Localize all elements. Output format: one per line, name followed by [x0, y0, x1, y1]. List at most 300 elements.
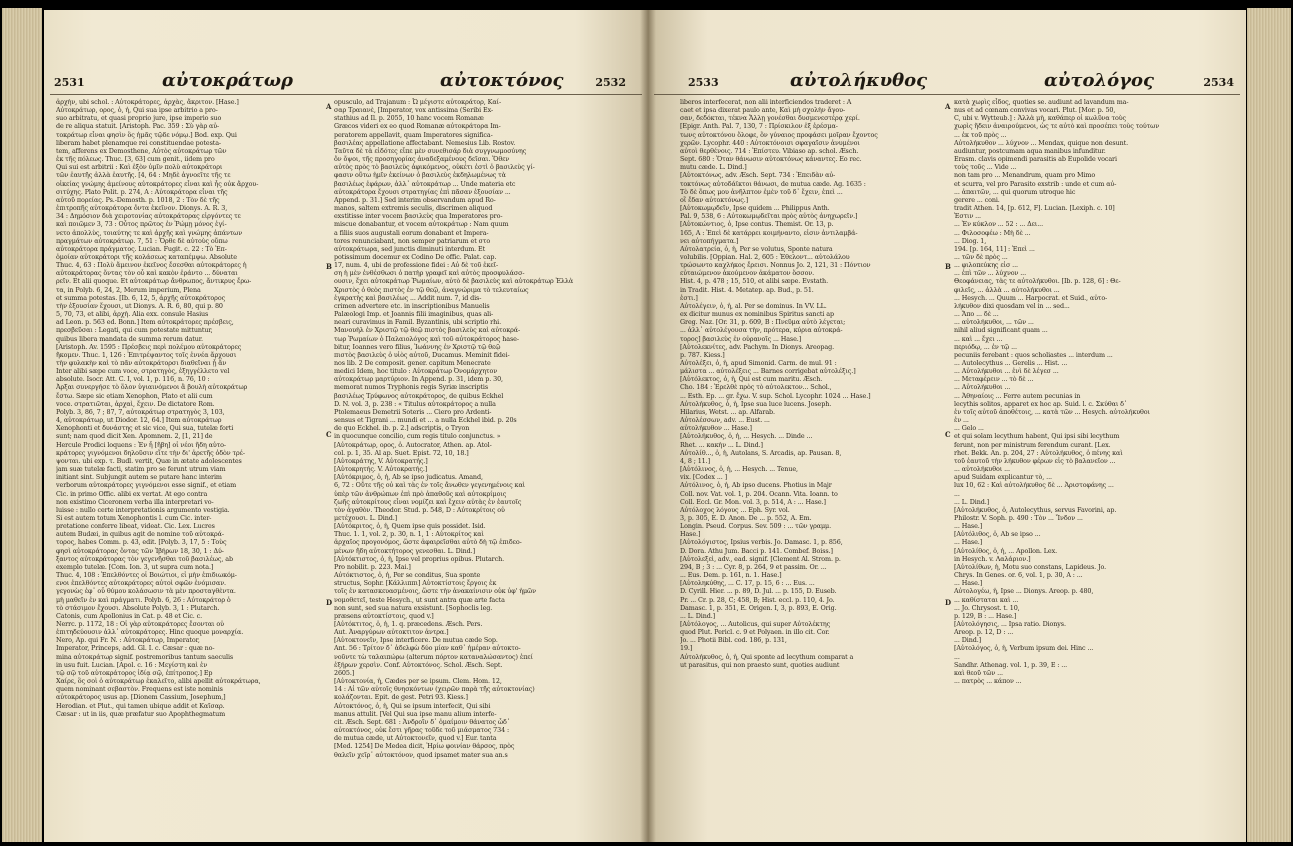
text-line: initiant sint. Subjungit autem se putare hanc interim	[56, 473, 222, 482]
text-line: liberam habet plenamque rei constituendae potesta-	[56, 138, 221, 147]
text-line: de re aliqua statuit. [Aristoph. Pac. 359 : Σὺ γὰρ αὐ-	[56, 122, 220, 131]
text-line: ἐπιτροπῆς αὐτοκράτορα ὄντα ἐκεῖνον. Dionys. A. R. 3,	[56, 204, 228, 213]
text-line: Pro nobilit. p. 223. Mai.]	[334, 562, 411, 571]
text-line: jam suæ tutelæ facti, statim pro se ferunt utrum viam	[56, 465, 226, 474]
text-line: [Αὐτολίθων, ἡ, Motu suo constans, Lapideus. Jo.	[954, 562, 1107, 571]
text-line: ζωῆς αὐτοκρίτους εἶναι νομίζει καὶ ἔχειν αὐτὰς ἐν ἑαυτοῖς	[334, 497, 522, 506]
text-column-1	[56, 98, 320, 828]
text-line: σαρ Τραιανὲ, [Imperator, vox antissima (Seribi Ex-	[334, 106, 494, 115]
text-line: [Αὐτόλινος, ὁ, ἡ, ... Hesych. ... Tenue,	[680, 465, 798, 474]
text-line: ... Αὐτολήκυθοι ...	[954, 383, 1011, 392]
text-line: χερῶν. Lycophr. 440 : Αὐτοκτόνοισι σφαγαῖσιν ἀνυμένοι	[680, 138, 860, 147]
text-line: ἐν ...	[954, 416, 969, 425]
text-line: Cæsar : ut in iis, quæ præfatur suo Apophthegmatum	[56, 709, 226, 718]
text-line: αὐτοκράτορας ὄντας τὸν οὖ καὶ κακὸν ἐράντο ... δύναται	[56, 269, 238, 278]
text-line: τοκράτωρ εἶναι φησὶν ὃς ἡμᾶς τῷδε νόμῳ.] Bod. exp. Qui	[56, 130, 237, 139]
text-line: Catonis, cum Apollonius in Cat. p. 48 et Cic. c.	[56, 611, 203, 620]
text-line: ἐστι.]	[680, 293, 698, 302]
text-line: lux 10, 62 : Καὶ αὐτολήκυθος δὲ ... Ἀριστοφάνης ...	[954, 481, 1114, 490]
text-line: αὐτοκράτωρα, sed junctis diminuti interdum. Et	[334, 244, 486, 253]
text-line: ... Gelo ...	[954, 424, 984, 433]
text-line: stathius ad Il. p. 2055, 10 hanc vocem Romanæ	[334, 114, 484, 123]
margin-letter: B	[326, 262, 332, 271]
text-line: φησὶ αὐτοκράτορας ὄντας τῶν Ἰβήρων 18, 30, 1 : Δύ-	[56, 546, 224, 555]
text-line: τοῖς ἐν κατασκευασμένοις, ὥστε τὴν ἀνακαίνισιν οὐκ ὑφ' ἡμῶν	[334, 587, 536, 596]
text-line: audiuntur, postcumam aqua manibus infunditur.	[954, 146, 1106, 155]
text-line: nus et ad cœnam convivas vocari. Plut. [Mor. p. 50,	[954, 106, 1116, 115]
text-line: ... Diog. 1,	[954, 236, 987, 245]
text-line: voce. στρατιῶται, ἀρχαὶ, ἔχειν. De dictatore Rom.	[56, 399, 215, 408]
text-line: χωρὶς ἤδειν ἀναιρούμενοι, ὡς τε αὐτὸ καὶ προσέπει τοὺς τούτων	[954, 122, 1160, 131]
running-headword: αὐτοκράτωρ	[162, 70, 293, 91]
text-line: Si est autem totum Xenophontis l. cum Cic. inter-	[56, 513, 212, 522]
text-line: Cic. in primo Offic. alibi ex vertat. At ego contra	[56, 489, 208, 498]
text-line: Pal. 9, 538, 6 : Αὐτοκωμῳδεῖται πρὸς αὐτὸς ἀνηχωρεῖν.]	[680, 212, 858, 221]
text-line: 34 : Δημόσιον διὰ χειροτονίας αὐτοκράτορας εἰργόντες τε	[56, 212, 241, 221]
text-line: mina αὐτοκράτωρ signif. postremoribus tantum saeculis	[56, 652, 234, 661]
text-line: in quocunque concilio, cum regis titulo conjunctus. »	[334, 432, 501, 441]
text-line: Ptolemaeus Demetrii Soteris ... Ciero pro Ardenti-	[334, 407, 492, 416]
text-line: [Med. 1254] De Medea dicit, Ἠρίω φοινίαν θάρσος, πρὸς	[334, 742, 515, 751]
right-page	[648, 10, 1246, 842]
text-line: [Αὐτόλογος, ... Autolicus, qui super Αὐτολέκτης	[680, 620, 831, 628]
book-gutter	[640, 10, 656, 842]
text-line: caet et ipsa dixerat paulo ante, Καὶ μὴ σχολὴν ἄγου-	[680, 106, 846, 115]
text-line: τὴν φυλακὴν καὶ τὸ πᾶν αὐτοκράτορσι διαθεῖναι ᾗ ἄν	[56, 359, 227, 367]
text-line: Τὸ δὲ ὅπως μου ἀνῆλπτον ἐμὲν τοῦ δ᾽ ἔχειν, ἐπεὶ ...	[680, 187, 843, 196]
text-line: τα, in Polyb. 6, 24, 2, Merum imperium, Plena	[56, 285, 201, 294]
text-line: [Αὐτοκωμῳδεῖν, Ipse quidem ... Philippus Anth.	[680, 204, 830, 213]
text-line: 2605.]	[334, 668, 355, 677]
margin-letter: D	[326, 598, 333, 607]
text-line: ... Esth. Ep. ... gr. ἔχω. V. sup. Schol. Lycophr. 1024 ... Hase.]	[680, 391, 871, 400]
text-line: ... φιλοπεύκης εἰσ ...	[954, 261, 1018, 270]
text-line: Philostr. V. Soph. p. 490 : Τὸν ... Ἴνδον ...	[954, 513, 1083, 522]
text-line: Thuc. 1. 1, vol. 2, p. 30, n. 1, 1 : Αὐτοκρίτος καὶ	[334, 530, 484, 539]
text-line: absolute. Isocr. Att. C. I, vol. 1, p. 116, n. 76, 10 :	[56, 375, 210, 384]
text-line: τὸ στάσιμον ἔχουσι. Absolute Polyb. 3, 1 : Plutarch.	[56, 603, 220, 612]
text-line: νει αὐτοπήγματα.]	[680, 236, 739, 245]
text-line: τορος] βασιλεὺς ἐν οὐρανοῖς ... Hase.]	[680, 334, 802, 343]
text-line: potissimum docemur ex Codino De offic. Palat. cap.	[334, 252, 497, 261]
text-line: ρεῖν. Et alii quoque. Et αὐτοκράτωρ ἄνθρωπος, ἄντικρυς ἔρω-	[56, 277, 252, 286]
text-line: σιτύχης. Plato Polit. p. 274, A : Αὐτοκράτορα εἶναι τῆς	[56, 187, 228, 196]
text-line: [Αὐτολόγησις, ... Ipsa ratio. Dionys.	[954, 620, 1066, 628]
text-line: ... Ἄπο ... δὲ ...	[954, 310, 999, 319]
text-line: de mutua cæde, ut Αὐτοκτονεῖν, quod v.] Eur. tanta	[334, 734, 497, 743]
text-line: Coll. nov. Vat. vol. 1, p. 204. Ocann. Vita. Ioann. to	[680, 489, 838, 498]
text-line: peratorem appellavit, quam Imperatores significa-	[334, 130, 493, 139]
text-line: in Hesych. v. Λαλάριον.]	[954, 554, 1031, 563]
text-line: καὶ θεοῦ τῶν ...	[954, 668, 1003, 677]
text-line: Inter alibi sæpe cum voce, στρατηγὸς, ἐξηγγέλλετο vel	[56, 367, 230, 376]
text-line: ... ἐπὶ τῶν ... λύχνον ...	[954, 269, 1027, 278]
text-line: ... Hase.]	[954, 579, 983, 588]
text-line: ... αὐτολήκυθοι, ... τῶν ...	[954, 318, 1034, 327]
text-line: ... Hase.]	[954, 538, 983, 547]
text-line: et summa potestas. [Ib. 6, 12, 5, ἀρχῆς αὐτοκράτορος	[56, 293, 226, 302]
book-fore-edge-right	[1247, 8, 1291, 842]
text-line: ... Ἐν κύκλον ... 52 : ... Δει...	[954, 220, 1044, 229]
text-line: [Αὐτόκριμος, ὁ, ἡ, Ab se ipso judicatus. Amand,	[334, 473, 483, 482]
text-line: D. Dora. Athu Jum. Bacci p. 141. Combef. Boiss.]	[680, 546, 833, 555]
text-line: ... Φιλοσοφέω : Μὴ δὲ ...	[954, 228, 1031, 237]
text-line: autem Budæi, in quibus agit de nomine τοῦ αὐτοκρά-	[56, 530, 224, 539]
text-line: ... Αὐτολήκυθοι ... ἐνὶ δὲ λέγεσ ...	[954, 367, 1059, 376]
text-line: τωνς αὐτοκτόνου ὅλοφε, ὃν γύναιος προφάσει μοῖραν ἔχοντος	[680, 130, 878, 139]
text-line: ψονται. ubi exp. τ. Budl. vertit, Quæ in ætate adolescentes	[56, 456, 242, 465]
text-line: ad Leon. p. 563 ed. Bonn.] Item αὐτοκράτορες πρέσβεις,	[56, 318, 234, 327]
text-line: ενοι ἐπελθόντες αὐτοκράτορες αὐτοὶ σφῶν ἐνόμισαν.	[56, 579, 226, 588]
text-line: ... L. Dind.]	[954, 497, 990, 506]
text-line: medici Idem, hoc titulo : Αὐτοκράτωρ Ὀνομάρχητον	[334, 367, 497, 376]
text-line: ... Eus. Dem. p. 161, n. 1. Hase.]	[680, 571, 782, 580]
text-line: αὐτοκράτορα πράγματος. Lucian. Fugit. c. 22 : Τὸ Ἐπ-	[56, 244, 227, 253]
text-line: Sept. 680 : Ὅταν θάνωσιν αὐτοκτόνως κάναντες. Eo rec.	[680, 155, 862, 164]
text-line: Chrys. In Genes. or. 6, vol. 1, p. 30, A : ...	[954, 571, 1083, 580]
text-line: mutu cæde. L. Dind.]	[680, 163, 747, 172]
text-line: Rhet. ... κακὴν ... L. Dind.]	[680, 440, 763, 449]
text-line: Αὐτόλινος, ὁ, ἡ, Ab ipso ducens. Photius in Majr	[680, 481, 832, 490]
text-line: ἐξήρων χερσὶν. Conf. Αὐτοκτόνος. Schol. Æsch. Sept.	[334, 660, 503, 669]
text-line: Thuc. 4, 108 : Ἐπελθόντες οἱ Βοιώτιοι, εἰ μὴν ἐπιδιωκόμ-	[56, 571, 237, 580]
text-line: ... ἀπαιτῶν, ... qui quorum utroque hic	[954, 187, 1076, 196]
text-line: Palæologi Imp. et Joannis filii imaginibus, quas ali-	[334, 310, 494, 319]
header-rule	[654, 94, 1240, 95]
text-line: [Αὐτόκριτος, ὁ, ἡ, Quem ipse quis possidet. Isid.	[334, 522, 486, 531]
text-line: Hase.]	[680, 530, 701, 539]
text-line: Aut. Ἀναργύρων αὐτοκτιτον ἀντρα.]	[334, 628, 449, 637]
text-line: Herodian. et Plut., qui tamen ubique addit et Καῖσαρ.	[56, 701, 225, 710]
text-line: [Αὐτολεξεὶ, adv., ead. signif. [Clement Al. Strom. p.	[680, 554, 841, 563]
text-line: a filiis suos augustali eorum donabant et Impera-	[334, 228, 489, 237]
text-line: ὑπὲρ τῶν ἀνθρώπων ἐπὶ πρὸ ἀπαθοῦς καὶ αὐτοκρίμοις	[334, 489, 507, 498]
text-line: [Αὐτόλιθος, ὁ, Ab se ipso ...	[954, 530, 1041, 539]
text-line: ... τῶν δὲ πρὸς ...	[954, 252, 1008, 261]
text-line: 5, 70, 73, et alibi, ἀρχὴ. Alia exx. consule Hasius	[56, 310, 209, 319]
text-line: σαν, δεδόκται, τέκνα Ἄλλῃ γονέσθαι δυσμενεστέρᾳ χερί.	[680, 114, 860, 123]
text-line: Erasm. clavis opimendi parasitis ab Eupolide vocari	[954, 155, 1117, 164]
text-line: gerere ... coni.	[954, 195, 1000, 204]
text-line: suo arbitratu, et quasi proprio jure, ipse imperio suo	[56, 114, 222, 123]
text-line: τωρ Ῥωμαίων ὁ Παλαιολόγος καὶ τοῦ αὐτοκράτορος hase-	[334, 334, 519, 343]
text-line: πραγμάτων αὐτοκράτωρ. 7, 51 : Ὅρθε δὲ αὐτοὺς οὔπω	[56, 236, 228, 245]
running-headword: αὐτολήκυθος	[790, 70, 928, 91]
text-line: tores renunciabant, non semper patriarum et στο	[334, 236, 491, 245]
text-line: Append. p. 31.] Sed interim observandum apud Ro-	[334, 195, 496, 204]
text-line: ... ἐκ τοῦ πρὸς ...	[954, 130, 1007, 139]
text-line: non existimo Ciceronem verba illa interpretari vo-	[56, 497, 214, 506]
text-line: Cho. 184 : Ἐρελθὲ πρὸς τὸ αὐτολεκτον... Schol.,	[680, 383, 832, 392]
text-line: et scurra, vel pro Parasito exstrib : unde et cum αὐ-	[954, 179, 1117, 188]
text-line: Imperator, Princeps, add. Gl. I. c. Cæsar : quæ no-	[56, 644, 215, 653]
text-line: [Αὐτοκώντιος, ὁ, Ipse contus. Themist. Or. 13, p.	[680, 220, 834, 229]
text-line: 3, p. 305, E. D. Anon. De ... p. 552, A. Em.	[680, 513, 812, 522]
text-line: περιόδῳ, ... ἐν τῷ ...	[954, 342, 1017, 351]
text-line: ... Hase.]	[954, 522, 983, 531]
text-line: D. Cyrill. Hier. ... p. 89, D. Jul. ... p. 155, D. Euseb.	[680, 587, 837, 596]
text-line: πρεσβεῦσαι : Legati, qui cum potestate mittuntur,	[56, 326, 213, 335]
margin-letter: A	[945, 102, 951, 111]
text-line: Thuc. 4, 63 : Πολὺ ἄμεινον ἐκεῖνος ἔσεσθαι αὐτοκράτορες ἡ	[56, 261, 247, 270]
text-line: [Αὐτολήκυθος, ὁ, ἡ, ... Hesych. ... Dinde ...	[680, 432, 813, 441]
text-line: πιστὸς βασιλεὺς ὁ υἱὸς αὐτοῦ, Ducamus. Meminit fidei-	[334, 350, 510, 359]
text-line: κολάζονται. Epit. de gest. Petri 93. Kiess.]	[334, 693, 468, 702]
text-line: ... Hesych. ... Quum ... Harpocrat. et Suid., αὐτο-	[954, 293, 1108, 302]
text-line: de quo Eckhel. ib. p. 2.] adscriptis, o Tryon	[334, 424, 470, 433]
text-line: ... Ἀθηναίοις ... Ferre autem pecunias in	[954, 391, 1081, 400]
text-line: τοῦ ἑαυτοῦ τὴν λήκυθον φέρων εἰς τὸ βαλανεῖον ...	[954, 456, 1116, 465]
text-line: 4, αὐτοκράτωρ, ut Diodor. 12, 64.] Item αὐτοκράτωρ	[56, 416, 222, 425]
text-line: 17, num. 4, ubi de professione fidei : Αὐ δὲ τοῦ ἐκεῖ-	[334, 261, 499, 270]
margin-letter: B	[945, 262, 951, 271]
text-line: αὐτοκράτωρ μαρτύριον. In Append. p. 31, idem p. 30,	[334, 375, 503, 384]
text-line: volubilis. [Oppian. Hal. 2, 605 : Ἐθελοντ... αὐτολάλου	[680, 252, 850, 261]
text-line: ἔστω. Sæpe sic etiam Xenophon, Plato et alii cum	[56, 391, 213, 400]
text-line: αὐτοὶ θερθένοις. 714 : Ἐπίστευ. Vibiaso ap. schol. Æsch.	[680, 146, 859, 155]
text-line: nos lib. 2 De composit. gener. capitum Menecrate	[334, 359, 491, 367]
text-line: [Αὐτοκράτωρ, ορος, ὁ. Autocrator, Athen. ap. Atol-	[334, 440, 492, 449]
text-line: ... Μεταφέρειν ... τὸ δὲ ...	[954, 375, 1034, 384]
text-line: κράτορες γιγνόμενοι δηλοῦσιν εἴτε τὴν δι' ἀρετῆς ὁδὸν τρέ-	[56, 448, 245, 457]
text-line: Αὐτολατρεία, ὁ, ἡ, Per se volutus, Sponte natura	[680, 244, 833, 253]
text-line: D. N. vol. 3, p. 238 : « Titulus αὐτοκράτορος a nulla	[334, 399, 496, 408]
text-line: C, ubi v. Wytteub.] : Ἀλλὰ μὴ, καθάπερ οἱ κωλῦνα τοὺς	[954, 114, 1127, 123]
book-fore-edge-left	[2, 8, 42, 842]
text-line: [Αὐτοκρητής. V. Αὐτοκρατής.]	[334, 465, 428, 474]
text-line: ἀρχαῖος προγονόμος, ὥστε ἀφαιρεῖσθαι αὐτὸ δὴ τῷ ἐπιδεο-	[334, 538, 522, 547]
text-line: Nero, Ap. qui Fr. N. : Αὐτοκράτωρ, Imperator,	[56, 636, 200, 645]
text-line: ... L. Dind.]	[680, 611, 716, 620]
text-line: [Αὐτοκτονεῖν, Ipse interficere. De mutua cæde Sop.	[334, 636, 498, 645]
text-line: Græcos videri ex eo quod Romanæ αὐτοκράτορα Im-	[334, 122, 501, 131]
text-line: col. p. 1, 35. Al ap. Suet. Epist. 72, 10, 18.]	[334, 448, 469, 457]
text-line: præsens αὐτοκτίστοις, quod v.]	[334, 611, 434, 620]
text-line: Sandhr. Athenag. vol. 1, p. 39, E : ...	[954, 660, 1068, 669]
text-line: ... ἀλλ᾽ αὐτολέγουσα τὴν, πρότερα, κύρια αὐτοκρά-	[680, 326, 843, 335]
text-line: Χριστὸς ὁ θεὸς πιστὸς ἐν τῷ θεῷ, ἀναγνώριμα τὸ τελευταίως	[334, 285, 529, 294]
text-line: Αὐτόκτιστος, ὁ, ἡ, Per se conditus, Sua sponte	[334, 571, 481, 580]
text-line: 19.]	[680, 644, 693, 653]
text-line: μάλιστα ... αὐτολέξεις ... Barnes corrigebat αὐτολέξις.]	[680, 367, 856, 376]
text-line: ἐπιτηδεύουσιν ἀλλ᾽ αὐτοκράτορες. Hinc quoque μοναρχία.	[56, 628, 244, 637]
text-line: ... πατρὸς ... κάπον ...	[954, 677, 1022, 686]
text-line: sunt; nam quod dicit Xen. Apomnem. 2, [1, 21] de	[56, 432, 213, 441]
text-line: Ταῦτα δὲ τὰ εἰδότες εἶπε μὲν συνεθισάρ διὰ συγγνωμοσύνης	[334, 146, 527, 155]
text-line: [Αὐτοκτονία, ἡ, Cædes per se ipsum. Clem. Hom. 12,	[334, 677, 502, 686]
text-line: αὐτοκράτορος usus ap. [Dionem Cassium, Josephum,]	[56, 693, 226, 702]
text-column-1	[680, 98, 942, 828]
text-line: ὁμοίαν αὐτοκράτορι τῆς κολάσεως καταπέμψω. Absolute	[56, 252, 237, 261]
text-line: [Αὐτόκτιστος, ὁ, ἡ, Ipse vel proprius opibus. Plutarch.	[334, 554, 505, 563]
text-line: αὐτὸς πρὸς τὸ βασιλεὺς ἀφικόμενος, οὐκέτι ἐστὶ ὁ βασιλεὺς γί-	[334, 163, 535, 172]
text-line: Jo. ... Photii Bibl. cod. 186, p. 131,	[680, 636, 787, 645]
text-line: Αὐτολήκυθον ... λύχνον ... Mendax, quique non desunt.	[954, 138, 1129, 147]
text-line: Αὐτολέγειν, ὁ, ἡ, al. Per se dominus. In VV. LL.	[680, 301, 827, 310]
text-line: 14 : Αἱ τῶν αὐτοῖς θνησκόντων (χειρῶν παρὰ τῆς αὐτοκτονίας)	[334, 685, 535, 694]
running-headword: αὐτολόγος	[1044, 70, 1154, 91]
text-line: μὴ μαθεῖν ἐν καὶ πράγματι. Polyb. 6, 26 : Αὐτοκράτορ ὁ	[56, 595, 231, 604]
page-number: 2532	[595, 76, 626, 89]
text-line: Χαίρε, ὃς σοὶ ὁ αὐτοκράτωρ ἐκαλεῖτο, alibi apellit αὐτοκράτωρα,	[56, 677, 261, 686]
text-line: Nerrc. p. 1172, 18 : Οἱ γὰρ αὐτοκράτορες ἔσονται οὐ	[56, 620, 224, 628]
text-line: ferunt, non per ministrum ferendum curant. [Lex.	[954, 440, 1111, 449]
text-line: τὴν ἐξουσίαν ἔχουσι, ut Dionys. A. R. 6, 80, qui p. 80	[56, 301, 223, 310]
text-line: βασιλέως Τρύφωνος αὐτοκράτορος, de quibus Eckhel	[334, 391, 504, 400]
text-line: βασιλέας appellatione affectabant. Nemesius Lib. Rostov.	[334, 138, 516, 147]
running-headword: αὐτοκτόνος	[440, 70, 564, 91]
text-line: ... Jo. Chrysost. t. 10,	[954, 603, 1020, 612]
text-line: φασιν οὕτω ἡμῖν ἐκείνων ὁ βασιλεὺς ἐκδηλωμένως τὰ	[334, 171, 506, 180]
text-line: βασιλέως ἐφάρων, ἀλλ᾽ αὐτοκράτωρ ... Unde materia etc	[334, 179, 516, 188]
text-line: apud Suidam explicantur τὸ, ...	[954, 473, 1052, 482]
text-line: Qui sui est arbitrii : Καὶ ἐξὸν ὑμῖν πολὺ αὐτοκράτορι	[56, 163, 223, 172]
text-line: quibus libera mandata de summa rerum datur.	[56, 334, 203, 343]
text-line: [Αὐτολόγος, ὁ, ἡ, Verbum ipsum dei. Hinc ...	[954, 644, 1094, 653]
text-line: κατὰ χωρὶς εἶδος, quoties se. audiunt ad lavandum ma-	[954, 98, 1129, 106]
text-line: τῶν ἐαυτῆς ἀλλὰ ἑαυτῆς. [4, 64 : Μηδὲ ἀγνοεῖτε τῆς τε	[56, 171, 231, 180]
text-line: manus attulit. [Vel Qui sua ipse manu alium interfe-	[334, 709, 497, 718]
text-line: Polyb. 3, 86, 7 ; 87, 7, αὐτοκράτωρ στρατηγὸς 3, 103,	[56, 407, 225, 416]
text-line: tem, afferens ex Demosthene, Αὐτὸς αὐτοκράτωρ τῶν	[56, 146, 227, 155]
text-line: miscue donabantur, et vocem αὐτοκράτωρ : Nam quum	[334, 220, 509, 229]
header-rule	[50, 94, 642, 95]
text-line: [Epigr. Anth. Pal. 7, 130, 7 : Πρίσκιλον ἐξ ἐρέσμα-	[680, 122, 838, 131]
text-line: Θεοφάνειας, τὰς τε αὐτολήκυθοι. [Ib. p. 128, 6] : Θε-	[954, 277, 1121, 286]
text-line: Μανουὴλ ἐν Χριστῷ τῷ θεῷ πιστὸς βασιλεὺς καὶ αὐτοκρά-	[334, 326, 521, 335]
text-line: Hilarius, Wetst. ... ap. Alfarab.	[680, 407, 775, 416]
text-line: ὄν ὄψοι, τῆς προσηγορίας ἀναδεξαμένους δεῖσαι. Ὅθεν	[334, 155, 510, 164]
text-line: τὸν ἀγαθὸν. Theodor. Stud. p. 548, D : Αὐτοκρίτοις οὐ	[334, 505, 505, 514]
text-line: Pr. ... Cr. p. 28, C; 458, B; Hist. eccl. p. 110, 4. Jo.	[680, 595, 835, 604]
text-line: ἐκ τῆς πόλεως. Thuc. [3, 63] cum genit., iidem pro	[56, 155, 215, 164]
text-line: ουσιν, ἔχει αὐτοκράτωρ Ῥωμαίων, αὐτὸ δὲ βασιλεὺς καὶ αὐτοκράτωρ Ἐλλὰ	[334, 277, 574, 286]
text-line: ἐν τοῖς αὐτοῦ ἀποθέτοις, ... κατὰ τῶν ... Hesych. αὐτολήκυθοι	[954, 407, 1150, 416]
text-line: οἰκείας γνώμης ἀμείνους αὐτοκράτορες εἶναι καὶ ἧς οὐκ ἄρχου-	[56, 179, 259, 188]
text-line: Longin. Pseud. Corpus. Sev. 509 : ... τῶν γραμμ.	[680, 522, 832, 531]
text-line: [Αὐτολήκυθος, ὁ, Autolecythus, servus Favorini, ap.	[954, 505, 1117, 514]
text-line: [Αὐτολόγιστος, Ipsius verbis. Jo. Damasc. 1, p. 856,	[680, 538, 843, 547]
text-line: Hercule Prodici loquens : Ἐν ἧ [ἥβη] οἱ νέοι ἤδη αὐτο-	[56, 440, 226, 449]
text-line: memorat numos Tryphonis regis Syriæ inscriptis	[334, 383, 489, 392]
text-line: [Αὐτόκτιτος, ὁ, ἡ, 1. q. præcedens. Æsch. Pers.	[334, 620, 483, 628]
text-line: liberos interfecerat, non alii interficiendos traderet : A	[680, 98, 852, 106]
text-line: λήκυθον dixi quosdam vel in ... sed...	[954, 301, 1070, 310]
margin-letter: D	[945, 598, 952, 607]
text-line: Ant. 56 : Τρίτον δ᾽ ἀδελφὼ δύο μίαν καθ᾽ ἡμέραν αὐτοκτο-	[334, 644, 521, 653]
text-line: [Aristoph. Av. 1595 : Πρέσβεις περὶ πολέμου αὐτοκράτορες	[56, 342, 242, 351]
text-line: Xenophonti et δυνάστης et sic vice, Qui sua, tutelæ forti	[56, 424, 234, 433]
text-line: verborum αὐτοκράτορες γιγνόμενοι esse signif., et etiam	[56, 481, 237, 490]
text-line: nihil aliud significant quam ...	[954, 326, 1048, 335]
text-line: Αὐτολίθ..., ὁ, ἡ, Autolans, S. Arcadis, ap. Pausan. 8,	[680, 448, 842, 457]
text-line: Ἀρξαι συνεργήσε τὸ ὅλον ὑγιαινόμενοι ἃ βουλὴ αὐτοκράτωρ	[56, 383, 248, 392]
text-line: Greg. Naz. [Or. 31, p. 609, B : Πνεῦμα αὐτὸ λέγεται;	[680, 318, 846, 327]
text-line: Αὐτολήκυθος, ὁ, ἡ, Qui sponte ad lecythum comparat a	[680, 652, 854, 661]
text-line: ... Dind.]	[954, 636, 982, 645]
text-line: ξαντος αὐτοκράτορας τὸν γεγενῆσθαι τοῦ βασιλέως, ab	[56, 554, 233, 563]
text-line: τοκτόνως αὐτοδάϊκτοι θάνωσι, de mutua cæde. Ag. 1635 :	[680, 179, 866, 188]
text-line: Areop. p. 12, D : ...	[954, 628, 1014, 637]
margin-letter: A	[326, 102, 332, 111]
text-line: [Αὐτολίθος, ὁ, ἡ, ... Apollon. Lex.	[954, 546, 1058, 555]
text-line: vix. [Codex ... ]	[680, 473, 727, 482]
text-line: manos, saltem extremis seculis, discrimen aliquod	[334, 204, 493, 213]
text-line: νομοθετεῖ, teste Hesych., ut sunt antra quæ arte facta	[334, 595, 505, 604]
text-line: μένων ἤδη αὐτοκτήτορος γενεσθαι. L. Dind.]	[334, 546, 475, 555]
left-page	[44, 10, 648, 842]
text-line: 165, A : Ἐπεὶ δὲ κατάρρει κοιμήναντο, εἰσιν ἀντιλαμβά-	[680, 228, 858, 237]
text-line: τορος, habes Comm. p. 43, edit. [Polyb. 3, 17, 5 : Τοὺς	[56, 538, 227, 547]
text-line: sensus et Tigrani ... mundi et ... a nulla Eckhel ibid. p. 20s	[334, 416, 517, 425]
text-line: exstitisse inter vocem βασιλεὺς qua Imperatores pro-	[334, 212, 503, 221]
page-number: 2534	[1203, 76, 1234, 89]
margin-letter: C	[945, 430, 951, 439]
text-line: luisse : nullo certe interpretationis argumento vestigia.	[56, 505, 230, 514]
margin-letter: C	[326, 430, 332, 439]
text-line: αὐτοῦ πορείας. Ps.-Demosth. p. 1018, 2 : Τὸν δὲ τῆς	[56, 195, 220, 204]
text-line: αὐτοκτόνος, οὐκ ἔστι γῆρας τοῦδε τοῦ μιάσματος 734 :	[334, 726, 510, 735]
text-line: ...	[954, 489, 960, 498]
text-line: Αὐτολέσσων, adv. ... Eust. ...	[680, 416, 770, 425]
text-line: γεγονὼς ἐφ᾽ οὗ θύμου κολάσωσιν τὰ μὲν προσταγθὲντα.	[56, 587, 236, 596]
text-line: Ἐστιν ...	[954, 212, 981, 221]
text-line: cit. Æsch. Sept. 681 : Ἀνδροῖν δ᾽ ὁμαίμοιν θάνατος ὧδ᾽	[334, 717, 510, 726]
text-line: tradit Athen. 14, [p. 612, F]. Lucian. [Lexiph. c. 10]	[954, 204, 1115, 213]
text-line: Αὐτολογέω, ἡ, Ipse ... Dionys. Areop. p. 480,	[954, 587, 1094, 596]
text-line: pretatione conferre libeat, videat. Cic. Lex. Lucres	[56, 522, 215, 531]
text-line: ση ἡ μὲν ἐνθέσθωσι ὁ πατὴρ γραφεῖ καὶ αὐτὸς προσφυλάσσ-	[334, 269, 525, 278]
text-line: ἀρχὴν, ubi schol. : Αὐτοκράτορες, ἀρχὰς, ἄκριτον. [Hase.]	[56, 98, 239, 106]
text-line: non tam pro ... Menandrum, quam pro Mimo	[954, 171, 1096, 180]
text-line: εὐταιώμενον ἀκούμενον ἀκάματον ὅσσον.	[680, 269, 815, 278]
text-line: ἐγκρατὴς καὶ βασιλέως ... Addit num. 7, id dis-	[334, 293, 482, 302]
text-line: crimen advertere etc. in inscriptionibus Manuelis	[334, 301, 490, 310]
text-line: Αὐτοκράτωρ, ορος, ὁ, ἡ, Qui sua ipse arbitrio a pro-	[56, 106, 218, 115]
page-number: 2533	[688, 76, 719, 89]
text-line: τῷ σῷ τοῦ αὐτοκράτορος ἰδίᾳ σῷ, ἐπίτροπος.] Ep	[56, 668, 213, 677]
text-line: μετέχουσι. L. Dind.]	[334, 513, 398, 522]
text-line: Αὐτολέξει, ὁ, ἡ, apud Simonid. Carm. de mul. 91 :	[680, 359, 837, 367]
text-line: ... καθίσταται καὶ ...	[954, 595, 1019, 604]
text-line: 294, B ; 3 : ... Cyr. 8, p. 264, 9 et passim. Or. ...	[680, 562, 827, 571]
page-number: 2531	[54, 76, 85, 89]
text-line: τρώσωντο καχλήκος ἔρεισι. Nonnus Jo. 2, 121, 31 : Πόντιον	[680, 261, 871, 270]
text-line: νετο ἀπολλὺς, τοιαύτης τε καὶ ἀρχῆς καὶ γνώμης ἁπάντων	[56, 228, 243, 237]
text-line: 194. [p. 164, 11] : Ἐπεὶ ...	[954, 244, 1035, 253]
text-line: 4, 8 ; 11.]	[680, 456, 710, 465]
text-line: quem nominant σεβαστὸν. Frequens est iste nominis	[56, 685, 223, 694]
text-line: 6, 72 : Οὔτε τῆς οὐ καὶ τὰς ἐν τοῖς ἄνωθεν γεγενημένοις καὶ	[334, 481, 526, 490]
text-line: καὶ ποιῶμεν 3, 73 : Οὗτος πρῶτος ἐν Ῥώμῃ μόνος ἐγί-	[56, 220, 227, 229]
text-line: pecuniis ferebant : quos scholiastes ... interdum ...	[954, 350, 1113, 359]
right-page-header	[648, 70, 1246, 92]
text-line: ... Autolecythus ... Gerelis ... Hist. ...	[954, 359, 1068, 367]
text-line: ... καὶ ... ἔχει ...	[954, 334, 1003, 343]
text-line: [Αὐτολεκνίτες, adv. Pachym. In Dionys. Areopag.	[680, 342, 835, 351]
text-line: νοῦντε τὼ ταλαιπώρω (alterum πόρτον καταναλώσαντος) ἐπεί	[334, 652, 533, 661]
text-line: rhet. Bekk. An. p. 204, 27 : Αὐτολήκυθος, ὁ πένης καὶ	[954, 448, 1123, 457]
text-line: non sunt, sed sua natura exsistunt. [Sophoclis leg.	[334, 603, 493, 612]
text-line: ex dicitur munus ex nominibus Spiritus sancti ap	[680, 310, 834, 319]
text-line: neari curavimus in Famil. Byzantinis, ubi scriptio rhi.	[334, 318, 502, 327]
text-column-2	[954, 98, 1234, 828]
text-line: opusculo, ad Trajanum : Ὦ μέγιστε αὐτοκράτορ, Καί-	[334, 98, 502, 106]
text-line: αὐτοκράτορα ἔχουσι στρατηγίας ἐπὶ πᾶσαν ἐξουσίαν ...	[334, 187, 511, 196]
text-line: quod Plut. Pericl. c. 9 et Polyaen. in illo cit. Cor.	[680, 628, 830, 637]
text-line: [Αὐτοληκύθης, ... C. 17, p. 15, 6 : ... Eus. ...	[680, 579, 815, 588]
text-line: et qui solam lecythum habent, Qui ipsi sibi lecythum	[954, 432, 1120, 441]
